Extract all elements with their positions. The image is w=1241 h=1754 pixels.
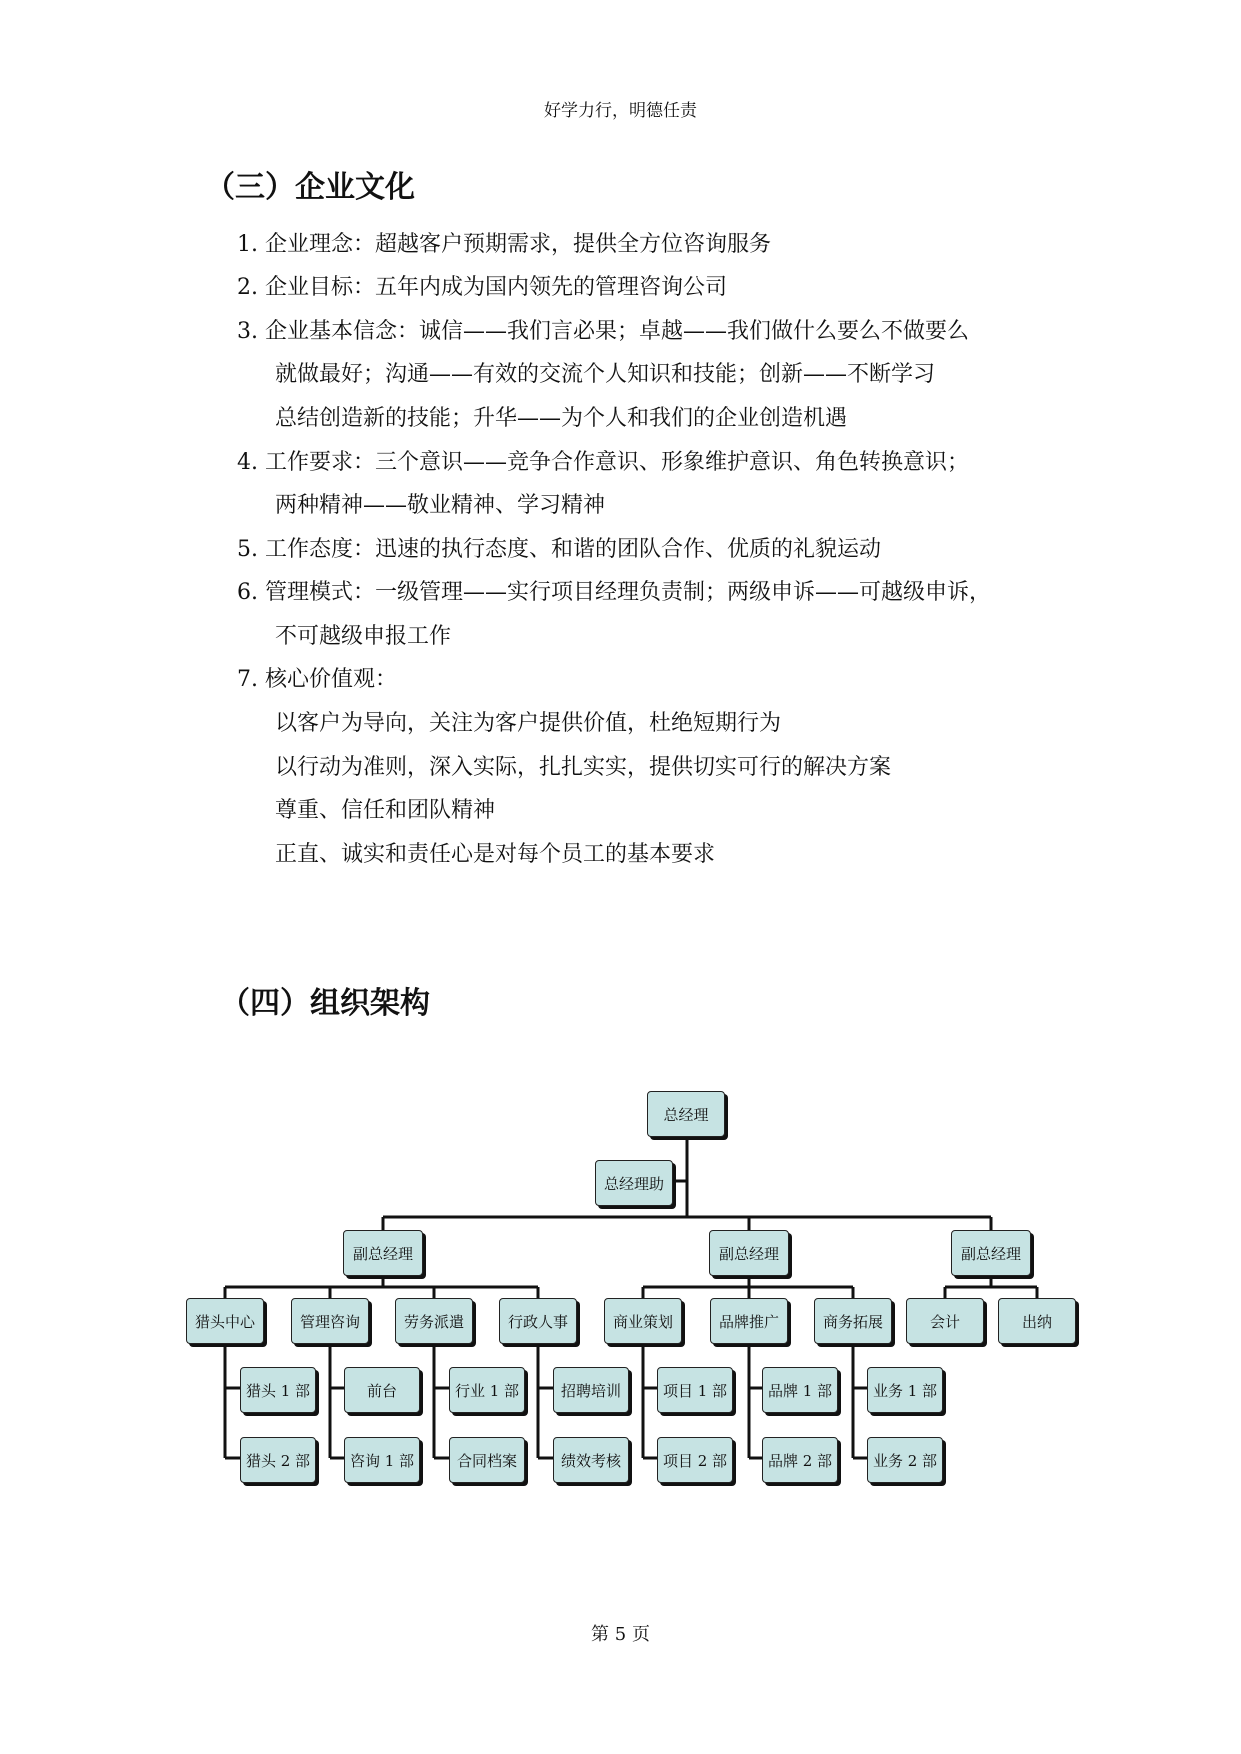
- org-node-dept: 出纳: [998, 1298, 1076, 1344]
- org-node-sub: 猎头 1 部: [240, 1367, 316, 1413]
- page-number: 第 5 页: [591, 1624, 650, 1645]
- culture-line: 就做最好；沟通——有效的交流个人知识和技能；创新——不断学习: [275, 362, 936, 387]
- org-node-dept: 会计: [906, 1298, 984, 1344]
- org-node-sub: 项目 2 部: [657, 1437, 733, 1483]
- culture-line: 1. 企业理念：超越客户预期需求，提供全方位咨询服务: [237, 232, 771, 257]
- org-node-sub: 项目 1 部: [657, 1367, 733, 1413]
- org-node-assistant: 总经理助: [595, 1160, 673, 1206]
- culture-line: 3. 企业基本信念：诚信——我们言必果；卓越——我们做什么要么不做要么: [237, 319, 969, 344]
- culture-line: 正直、诚实和责任心是对每个员工的基本要求: [275, 842, 716, 867]
- section-title-org: （四）组织架构: [220, 986, 430, 1021]
- org-node-sub: 业务 1 部: [867, 1367, 943, 1413]
- org-node-sub: 品牌 2 部: [762, 1437, 838, 1483]
- org-node-dept: 猎头中心: [186, 1298, 264, 1344]
- culture-line: 5. 工作态度：迅速的执行态度、和谐的团队合作、优质的礼貌运动: [237, 537, 881, 562]
- culture-line: 以行动为准则，深入实际，扎扎实实，提供切实可行的解决方案: [275, 755, 892, 780]
- culture-line: 两种精神——敬业精神、学习精神: [275, 493, 606, 518]
- section-title-culture: （三）企业文化: [205, 170, 415, 205]
- org-node-sub: 绩效考核: [553, 1437, 629, 1483]
- org-node-sub: 合同档案: [449, 1437, 525, 1483]
- org-node-sub: 品牌 1 部: [762, 1367, 838, 1413]
- culture-line: 不可越级申报工作: [275, 624, 452, 649]
- page-header: 好学力行，明德任责: [544, 101, 697, 121]
- org-node-dept: 劳务派遣: [395, 1298, 473, 1344]
- org-node-dept: 品牌推广: [710, 1298, 788, 1344]
- org-node-vp: 副总经理: [709, 1230, 789, 1276]
- org-node-dept: 行政人事: [499, 1298, 577, 1344]
- culture-line: 4. 工作要求：三个意识——竞争合作意识、形象维护意识、角色转换意识；: [237, 450, 969, 475]
- culture-line: 6. 管理模式：一级管理——实行项目经理负责制；两级申诉——可越级申诉，: [237, 580, 991, 605]
- org-node-sub: 前台: [344, 1367, 420, 1413]
- culture-line: 以客户为导向，关注为客户提供价值，杜绝短期行为: [275, 711, 782, 736]
- org-node-sub: 业务 2 部: [867, 1437, 943, 1483]
- org-node-vp: 副总经理: [343, 1230, 423, 1276]
- culture-line: 总结创造新的技能；升华——为个人和我们的企业创造机遇: [275, 406, 848, 431]
- culture-line: 2. 企业目标：五年内成为国内领先的管理咨询公司: [237, 275, 727, 300]
- org-node-sub: 猎头 2 部: [240, 1437, 316, 1483]
- org-node-sub: 行业 1 部: [449, 1367, 525, 1413]
- org-node-dept: 管理咨询: [291, 1298, 369, 1344]
- org-node-vp: 副总经理: [951, 1230, 1031, 1276]
- org-node-ceo: 总经理: [647, 1091, 725, 1137]
- org-node-sub: 咨询 1 部: [344, 1437, 420, 1483]
- org-node-dept: 商务拓展: [814, 1298, 892, 1344]
- org-node-dept: 商业策划: [604, 1298, 682, 1344]
- culture-line: 7. 核心价值观：: [237, 667, 397, 692]
- org-node-sub: 招聘培训: [553, 1367, 629, 1413]
- culture-line: 尊重、信任和团队精神: [275, 798, 496, 823]
